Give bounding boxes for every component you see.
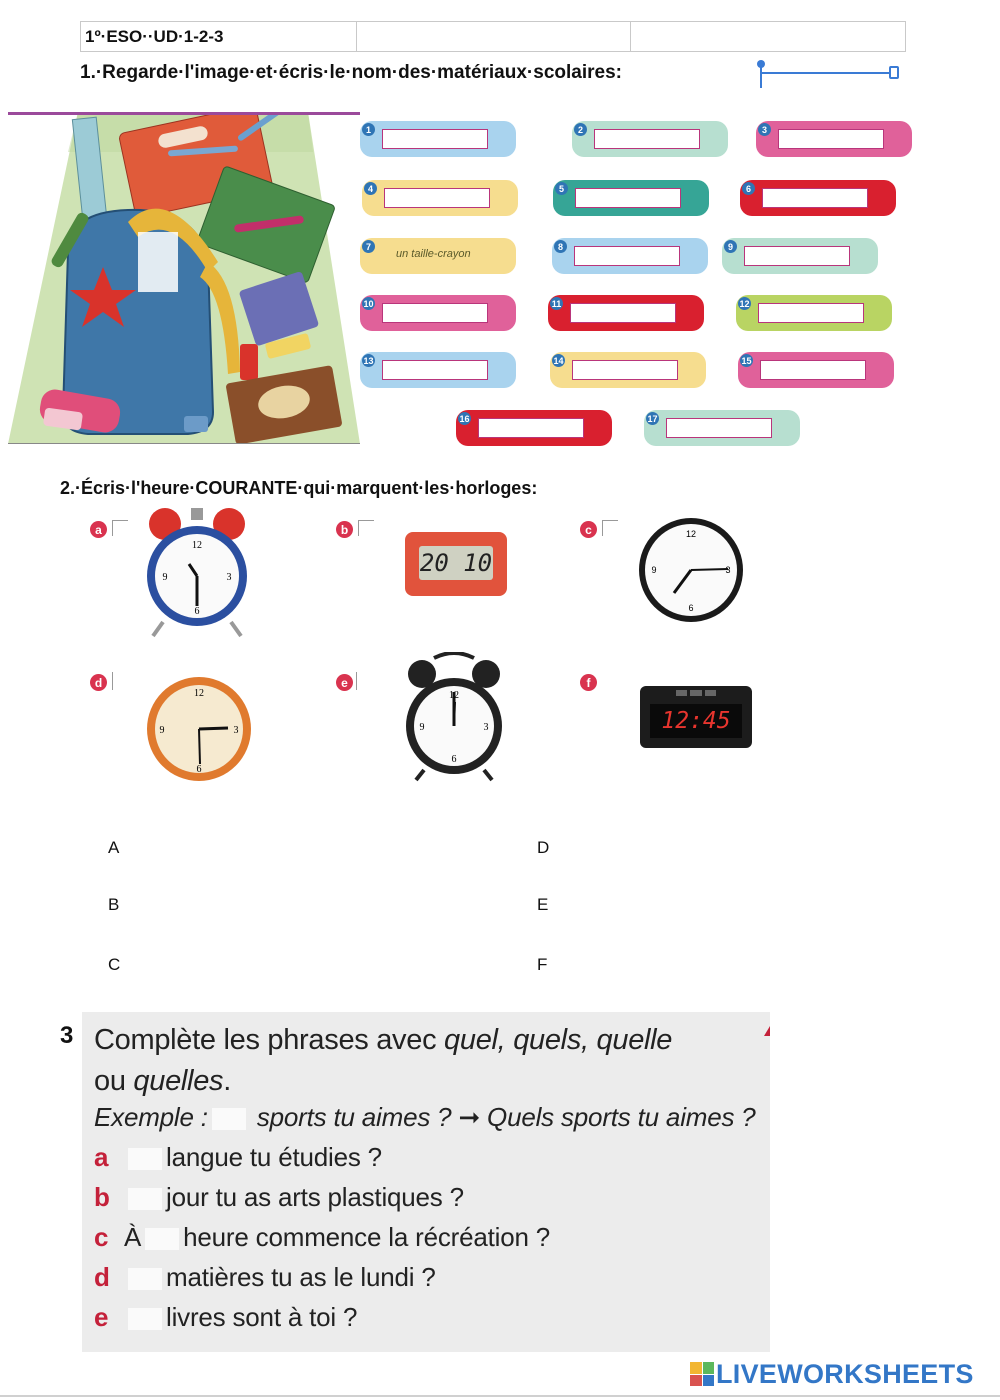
answer-field-14[interactable] [572, 360, 678, 380]
svg-text:12: 12 [449, 690, 459, 701]
answer-field-16[interactable] [478, 418, 584, 438]
question2-title: 2.·Écris·l'heure·COURANTE·qui·marquent·les·horloges: [60, 478, 538, 498]
label-sticker-2 [572, 121, 728, 157]
liveworksheets-logo [690, 1358, 974, 1390]
label-number-14: 14 [553, 355, 564, 366]
svg-text:3: 3 [226, 572, 232, 583]
svg-text:9: 9 [159, 725, 165, 736]
label-sticker-9 [722, 238, 878, 274]
digital-clock-b [405, 532, 507, 596]
answer-field-12[interactable] [758, 303, 864, 323]
label-number-4: 4 [364, 182, 377, 195]
svg-text:9: 9 [651, 565, 657, 575]
answer-field-2[interactable] [594, 129, 700, 149]
svg-text:6: 6 [194, 606, 200, 617]
label-number-1: 1 [362, 123, 375, 136]
illustration-top-border [8, 112, 360, 115]
question1-title: 1.·Regarde·l'image·et·écris·le·nom·des·matériaux·scolaires: [80, 62, 622, 83]
answer-field-5[interactable] [575, 188, 681, 208]
label-sticker-6 [740, 180, 896, 216]
svg-text:9: 9 [162, 572, 168, 583]
wall-clock-c [638, 517, 744, 623]
label-number-16: 16 [459, 413, 470, 424]
question3-item-d: d matières tu as le lundi ? [94, 1262, 436, 1292]
digital-display-f: 12:45 [650, 704, 742, 738]
answer-marker-b[interactable] [358, 520, 374, 536]
clock-letter-d: d [90, 674, 107, 691]
brand-name: LIVEWORKSHEETS [716, 1358, 974, 1389]
svg-text:6: 6 [688, 603, 694, 613]
label-number-13: 13 [363, 355, 374, 366]
label-number-15: 15 [741, 355, 752, 366]
label-number-2: 2 [574, 123, 587, 136]
svg-text:6: 6 [451, 754, 457, 765]
header-cell-course: 1º·ESO··UD·1-2-3 [81, 22, 357, 51]
school-supplies-illustration [8, 112, 360, 444]
answer-field-13[interactable] [382, 360, 488, 380]
svg-text:12: 12 [192, 540, 202, 551]
label-sticker-14 [550, 352, 706, 388]
answer-field-10[interactable] [382, 303, 488, 323]
label-number-11: 11 [551, 298, 562, 309]
svg-text:3: 3 [483, 722, 489, 733]
label-sticker-11 [548, 295, 704, 331]
answer-label-a: A [108, 838, 120, 857]
clock-letter-e: e [336, 674, 353, 691]
clock-letter-b: b [336, 521, 353, 538]
alarm-clock-e [404, 652, 504, 782]
answer-label-c: C [108, 955, 121, 974]
label-sticker-17 [644, 410, 800, 446]
answer-label-d: D [537, 838, 550, 857]
svg-text:3: 3 [233, 725, 239, 736]
question3-exercise [82, 1012, 770, 1352]
label-number-7: 7 [362, 240, 375, 253]
wall-clock-d [146, 676, 252, 782]
question3-item-b: b jour tu as arts plastiques ? [94, 1182, 464, 1212]
label-sticker-13 [360, 352, 516, 388]
question3-title: Complète les phrases avec quel, quels, quelle ou quelles. [94, 1024, 673, 1097]
svg-text:12: 12 [685, 529, 697, 539]
header-table [80, 21, 906, 52]
svg-text:12: 12 [194, 688, 204, 699]
digital-clock-f [640, 686, 752, 748]
blank-input-b[interactable] [128, 1188, 162, 1210]
blank-input-a[interactable] [128, 1148, 162, 1170]
page-bottom-border [0, 1395, 1000, 1397]
label-number-12: 12 [739, 298, 750, 309]
example-blank [212, 1108, 246, 1130]
label-given-text-7: un taille-crayon [396, 248, 471, 260]
answer-label-f: F [537, 955, 548, 974]
label-sticker-12 [736, 295, 892, 331]
svg-text:3: 3 [725, 565, 731, 575]
answer-field-3[interactable] [778, 129, 884, 149]
alarm-clock-a [143, 506, 251, 638]
answer-field-6[interactable] [762, 188, 868, 208]
clock-letter-c: c [580, 521, 597, 538]
label-sticker-10 [360, 295, 516, 331]
clock-letter-a: a [90, 521, 107, 538]
question3-example: Exemple : sports tu aimes ? ➞ Quels sports tu aimes ? [94, 1102, 756, 1132]
answer-field-9[interactable] [744, 246, 850, 266]
label-number-3: 3 [758, 123, 771, 136]
label-sticker-1 [360, 121, 516, 157]
blank-input-d[interactable] [128, 1268, 162, 1290]
label-sticker-4 [362, 180, 518, 216]
label-number-17: 17 [647, 413, 658, 424]
label-number-8: 8 [554, 240, 567, 253]
answer-label-b: B [108, 895, 120, 914]
question3-item-c: c À heure commence la récréation ? [94, 1222, 551, 1252]
answer-marker-c[interactable] [602, 520, 618, 536]
label-number-10: 10 [363, 298, 374, 309]
answer-marker-d[interactable] [112, 672, 113, 690]
answer-field-4[interactable] [384, 188, 490, 208]
brand-grid-icon [690, 1362, 714, 1386]
header-cell-2 [357, 22, 631, 51]
blank-input-e[interactable] [128, 1308, 162, 1330]
label-sticker-5 [553, 180, 709, 216]
header-cell-3 [631, 22, 905, 51]
answer-field-11[interactable] [570, 303, 676, 323]
label-sticker-16 [456, 410, 612, 446]
question3-number: 3 [60, 1022, 74, 1049]
label-sticker-7 [360, 238, 516, 274]
clock-letter-f: f [580, 674, 597, 691]
answer-field-17[interactable] [666, 418, 772, 438]
label-number-9: 9 [724, 240, 737, 253]
answer-field-8[interactable] [574, 246, 680, 266]
label-sticker-3 [756, 121, 912, 157]
label-number-6: 6 [742, 182, 755, 195]
answer-field-15[interactable] [760, 360, 866, 380]
arrow-right-icon: ➞ [458, 1102, 481, 1132]
svg-text:6: 6 [196, 764, 202, 775]
question3-item-e: e livres sont à toi ? [94, 1302, 358, 1332]
blank-input-c[interactable] [145, 1228, 179, 1250]
question3-item-a: a langue tu étudies ? [94, 1142, 382, 1172]
label-number-5: 5 [555, 182, 568, 195]
digital-display-b: 20 10 [419, 546, 493, 580]
answer-field-1[interactable] [382, 129, 488, 149]
comment-marker-icon[interactable] [889, 66, 899, 79]
text-selection-handle[interactable] [757, 60, 897, 90]
answer-label-e: E [537, 895, 549, 914]
corner-triangle-icon [764, 1026, 770, 1036]
answer-marker-a[interactable] [112, 520, 128, 536]
label-sticker-8 [552, 238, 708, 274]
answer-marker-e[interactable] [356, 672, 357, 690]
label-sticker-15 [738, 352, 894, 388]
svg-text:9: 9 [419, 722, 425, 733]
